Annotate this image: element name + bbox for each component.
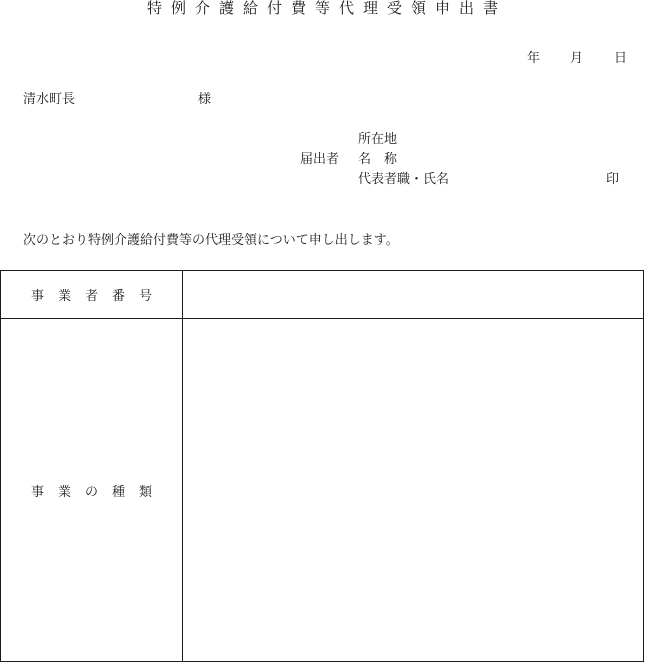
notifier-address-label: 所在地 [358, 132, 398, 147]
business-number-label: 事業者番号 [1, 271, 183, 319]
date-year-label: 年 [527, 51, 541, 66]
notifier-representative-label: 代表者職・氏名 [358, 172, 450, 187]
seal-label: 印 [606, 172, 620, 187]
application-form-table [0, 270, 644, 662]
statement-text: 次のとおり特例介護給付費等の代理受領について申し出します。 [23, 233, 399, 248]
addressee-honorific: 様 [198, 92, 212, 107]
business-type-label: 事業の種類 [1, 319, 183, 662]
table-row [1, 271, 644, 319]
business-type-field[interactable] [183, 319, 644, 662]
addressee-name: 清水町長 [23, 92, 76, 107]
document-title: 特例介護給付費等代理受領申出書 [146, 0, 507, 17]
table-row [1, 319, 644, 662]
business-number-field[interactable] [183, 271, 644, 319]
notifier-label: 届出者 [300, 152, 340, 167]
date-month-label: 月 [570, 51, 584, 66]
notifier-name-label: 名称 [358, 152, 411, 167]
date-day-label: 日 [614, 51, 628, 66]
